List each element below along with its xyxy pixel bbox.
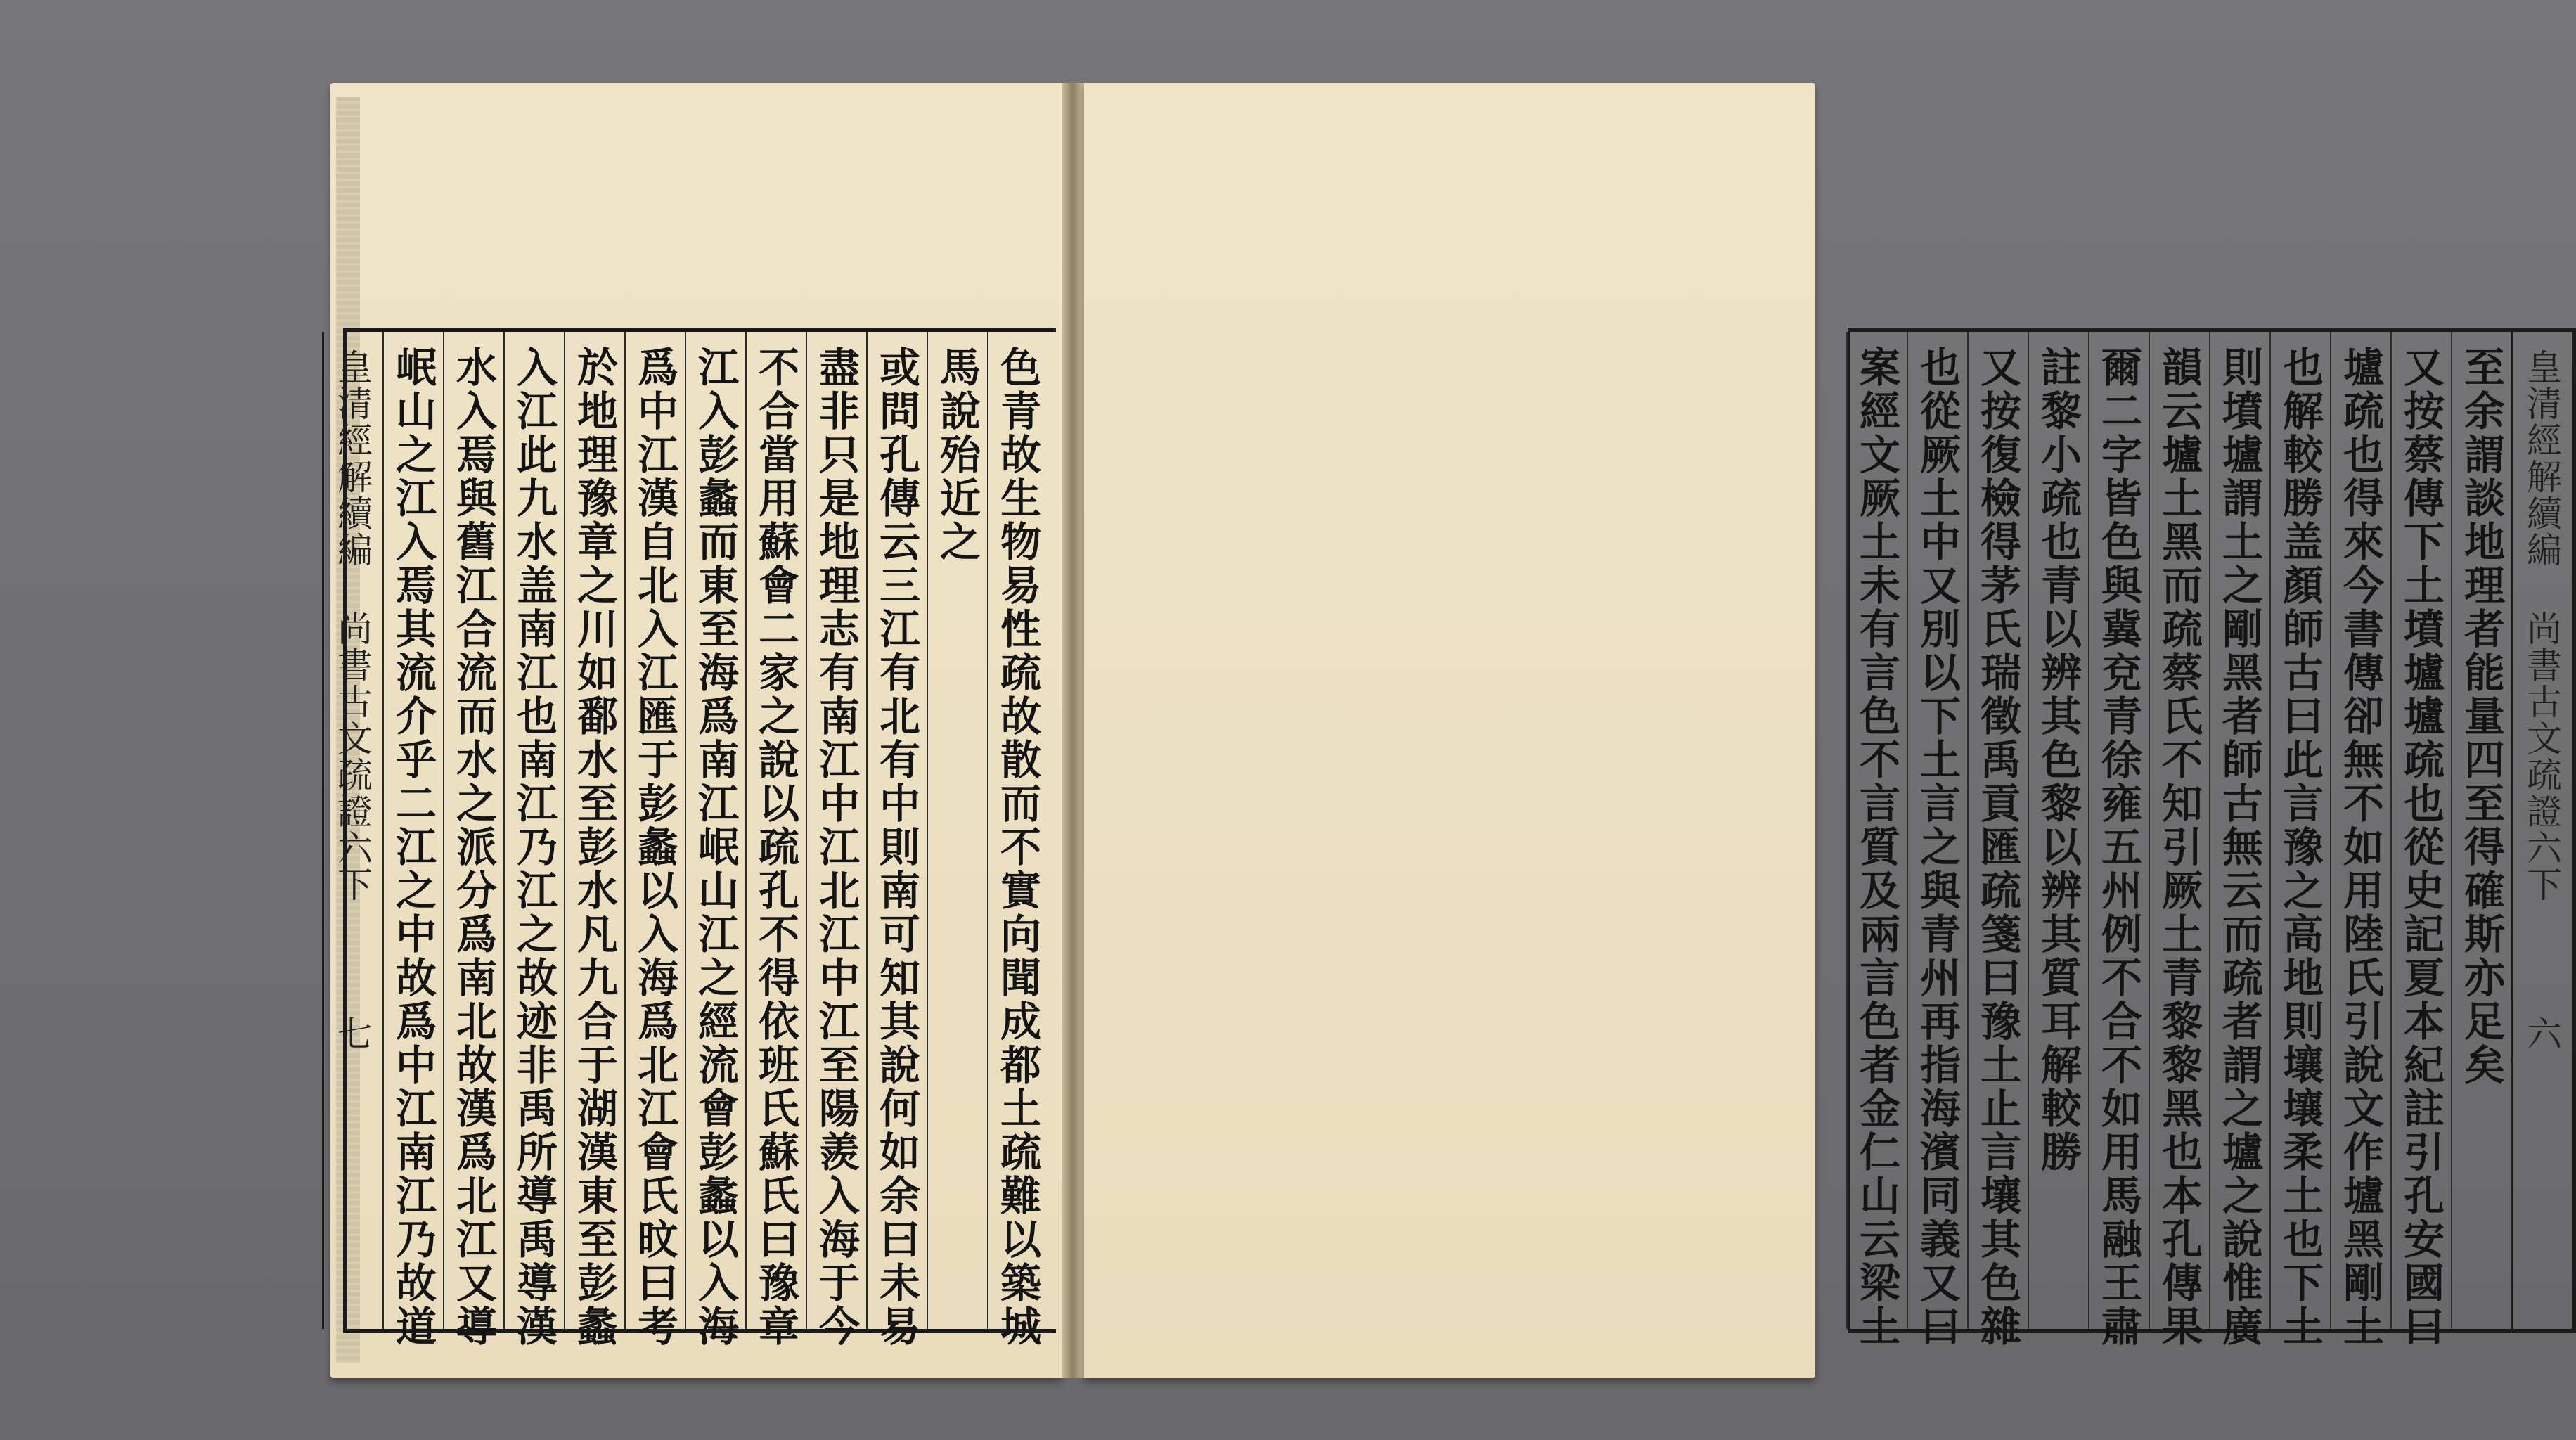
left-page-text-column: 或問孔傳云三江有北有中則南可知其說何如余曰未易 (866, 332, 927, 1329)
right-folio-number: 六 (2521, 1015, 2562, 1052)
left-page (330, 83, 1062, 1378)
left-page-text-column: 爲中江漢自北入江匯于彭蠡以入海爲北江會氏旼曰考 (624, 332, 685, 1329)
open-book (330, 83, 2562, 1378)
left-page-text-column: 岷山之江入焉其流介乎二江之中故爲中江南江乃故道 (382, 332, 443, 1329)
left-page-text-column: 水入焉與舊江合流而水之派分爲南北故漢爲北江又導 (443, 332, 503, 1329)
left-banner-chapter: 尚書古文疏證六下 (332, 610, 373, 903)
left-columns (332, 332, 1048, 1349)
right-page-text-column: 註黎小疏也青以辨其色黎以辨其質耳解較勝 (2028, 332, 2088, 1329)
left-banner (322, 332, 382, 1329)
right-page-text-column: 又按蔡傳下土墳壚壚疏也從史記夏本紀註引孔安國曰 (2390, 332, 2451, 1329)
right-page-text-column: 至余謂談地理者能量四至得確斯亦足矣 (2451, 332, 2511, 1329)
left-folio-number: 七 (332, 1015, 373, 1052)
right-page-text-column: 爾二字皆色與冀兗青徐雍五州例不合不如用馬融王肅 (2088, 332, 2149, 1329)
right-page-text-column: 也從厥土中又別以下土言之與青州再指海濱同義又曰 (1907, 332, 1967, 1329)
left-text-block (332, 328, 1056, 1349)
right-page-text-column: 又按復檢得茅氏瑞徵禹貢匯疏箋曰豫土止言壤其色雜 (1967, 332, 2028, 1329)
left-page-text-column: 色青故生物易性疏故散而不實向聞成都土疏難以築城 (987, 332, 1048, 1329)
right-page-text-column: 壚疏也得來今書傳卻無不如用陸氏引說文作壚黑剛土 (2330, 332, 2390, 1329)
right-page-text-column: 韻云壚土黑而疏蔡氏不知引厥土青黎黎黑也本孔傳果 (2149, 332, 2209, 1329)
book-gutter (1062, 83, 1084, 1378)
left-banner-title: 皇清經解續編 (332, 349, 373, 568)
right-page-text-column: 也解較勝盖顏師古曰此言豫之高地則壤壤柔土也下土 (2269, 332, 2330, 1329)
right-banner-title: 皇清經解續編 (2521, 349, 2562, 568)
right-banner-chapter: 尚書古文疏證六下 (2521, 610, 2562, 903)
left-page-text-column: 入江此九水盖南江也南江乃江之故迹非禹所導禹導漢 (503, 332, 564, 1329)
left-page-text-column: 馬說殆近之 (927, 332, 987, 1329)
right-page-text-column: 案經文厥土未有言色不言質及兩言色者金仁山云梁土 (1846, 332, 1907, 1329)
right-page (1084, 83, 2562, 1378)
left-page-text-column: 江入彭蠡而東至海爲南江岷山江之經流會彭蠡以入海 (685, 332, 745, 1329)
right-columns (1850, 332, 2572, 1349)
right-page-text-column: 則墳壚謂土之剛黑者師古無云而疏者謂之壚之說惟廣 (2209, 332, 2269, 1329)
right-text-block (1848, 328, 2576, 1349)
left-page-text-column: 不合當用蘇會二家之說以疏孔不得依班氏蘇氏曰豫章 (745, 332, 806, 1329)
right-banner (2511, 332, 2572, 1329)
left-page-text-column: 於地理豫章之川如鄱水至彭水凡九合于湖漢東至彭蠡 (564, 332, 624, 1329)
left-page-text-column: 盡非只是地理志有南江中江北江中江至陽羨入海于今 (806, 332, 866, 1329)
